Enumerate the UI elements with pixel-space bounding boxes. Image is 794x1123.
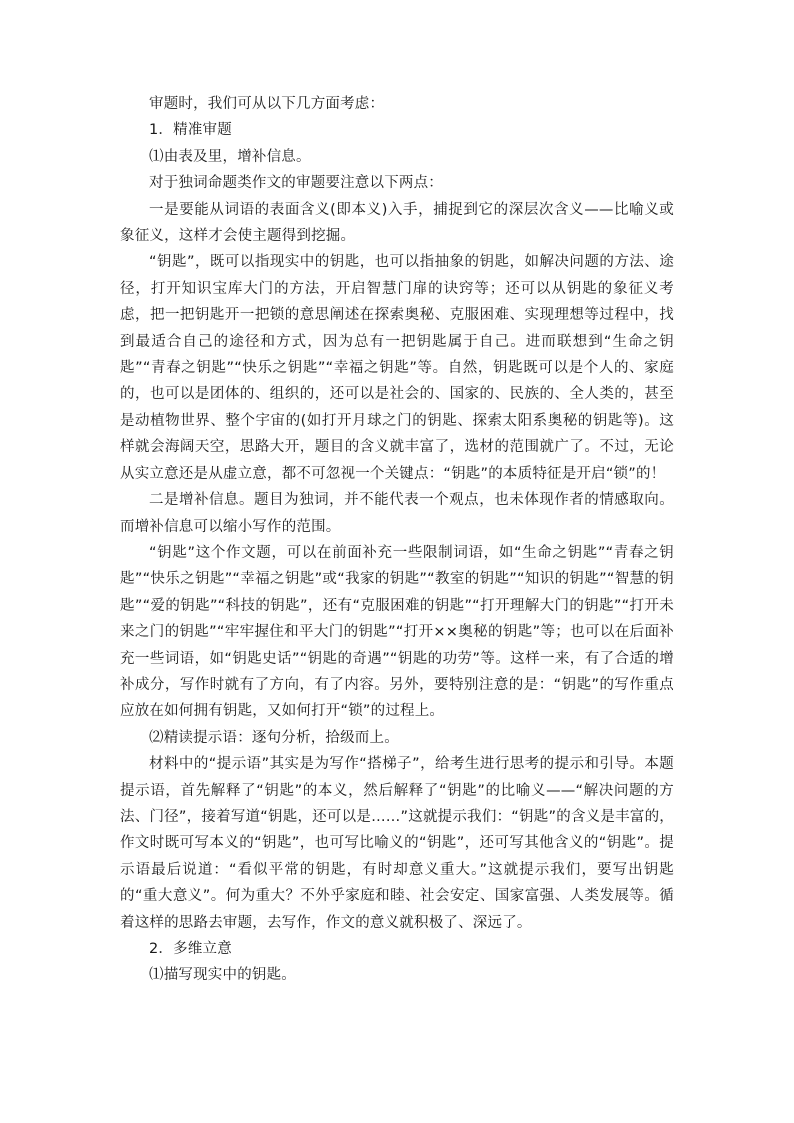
paragraph-prompt-analysis: 材料中的“提示语”其实是为写作“搭梯子”，给考生进行思考的提示和引导。本题提示语，首先解释了“钥匙”的本义，然后解释了“钥匙”的比喻义——“解决问题的方法、门径”，接着写道“钥匙，还可以是……”这就提示我们：“钥匙”的含义是丰富的，作文时既可写本义的“钥匙”，也可写比喻义的“钥匙”，还可写其他含义的“钥匙”。提示语最后说道：“看似平常的钥匙，有时却意义重大。”这就提示我们，要写出钥匙的“重大意义”。何为重大？不外乎家庭和睦、社会安定、国家富强、人类发展等。循着这样的思路去审题，去写作，作文的意义就积极了、深远了。 <box>120 756 674 931</box>
subheading-read-prompt: ⑵精读提示语：逐句分析，拾级而上。 <box>149 729 399 746</box>
subheading-surface-to-depth: ⑴由表及里，增补信息。 <box>149 148 311 165</box>
subheading-real-key: ⑴描写现实中的钥匙。 <box>149 967 296 984</box>
paragraph-key-meaning: “钥匙”，既可以指现实中的钥匙，也可以指抽象的钥匙，如解决问题的方法、途径，打开知识宝库大门的方法，开启智慧门扉的诀窍等；还可以从钥匙的象征义考虑，把一把钥匙开一把锁的意思阐述在探索奥秘、克服困难、实现理想等过程中，找到最适合自己的途径和方式，因为总有一把钥匙属于自己。进而联想到“生命之钥匙”“青春之钥匙”“快乐之钥匙”“幸福之钥匙”等。自然，钥匙既可以是个人的、家庭的，也可以是团体的、组织的，还可以是社会的、国家的、民族的、全人类的，甚至是动植物世界、整个宇宙的(如打开月球之门的钥匙、探索太阳系奥秘的钥匙等)。这样就会海阔天空，思路大开，题目的含义就丰富了，选材的范围就广了。不过，无论从实立意还是从虚立意，都不可忽视一个关键点：“钥匙”的本质特征是开启“锁”的！ <box>120 254 674 482</box>
paragraph-intro: 审题时，我们可从以下几方面考虑： <box>149 96 385 112</box>
section-heading-precise-review: 1．精准审题 <box>149 122 232 139</box>
paragraph-point-two: 二是增补信息。题目为独词，并不能代表一个观点，也未体现作者的情感取向。而增补信息可以缩小写作的范围。 <box>120 492 674 535</box>
paragraph-point-one: 一是要能从词语的表面含义(即本义)入手，捕捉到它的深层次含义——比喻义或象征义，这样才会使主题得到挖掘。 <box>120 201 674 245</box>
document-body <box>120 91 674 989</box>
paragraph-key-supplement: “钥匙”这个作文题，可以在前面补充一些限制词语，如“生命之钥匙”“青春之钥匙”“快乐之钥匙”“幸福之钥匙”或“我家的钥匙”“教室的钥匙”“知识的钥匙”“智慧的钥匙”“爱的钥匙”“科技的钥匙”，还有“克服困难的钥匙”“打开理解大门的钥匙”“打开未来之门的钥匙”“牢牢握住和平大门的钥匙”“打开××奥秘的钥匙”等；也可以在后面补充一些词语，如“钥匙史话”“钥匙的奇遇”“钥匙的功劳”等。这样一来，有了合适的增补成分，写作时就有了方向，有了内容。另外，要特别注意的是：“钥匙”的写作重点应放在如何拥有钥匙，又如何打开“锁”的过程上。 <box>120 544 674 720</box>
section-heading-multi-angle: 2．多维立意 <box>149 941 232 957</box>
paragraph-two-points: 对于独词命题类作文的审题要注意以下两点： <box>149 175 443 192</box>
